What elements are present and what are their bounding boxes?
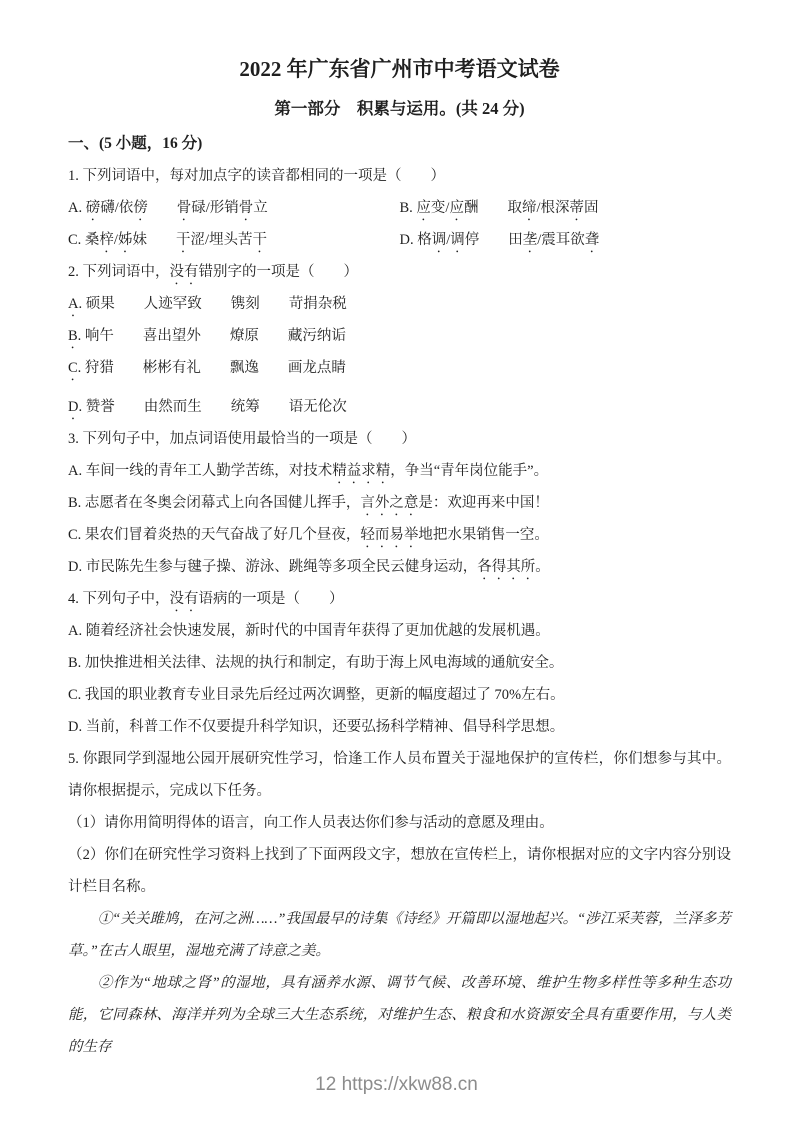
text-segment: 1. 下列词语中，每对加点字的读音都相同的一项是（ ）	[68, 168, 445, 184]
document-body	[68, 160, 731, 1063]
text-segment: 妹	[132, 232, 176, 248]
text-segment: 错别字的一项是（ ）	[198, 264, 358, 280]
q1-options-ab-right	[400, 192, 732, 224]
q1-options-cd	[68, 224, 731, 256]
q4-option-c	[68, 679, 731, 711]
emphasized-text: 精益求精	[332, 463, 391, 479]
text-segment: /	[113, 232, 118, 248]
text-segment: ②作为“地球之肾”的湿地，具有涵养水源、调节气候、改善环境、维护生物多样性等多种生态功能，它同森林、海洋并列为全球三大生态系统，对维护生态、粮食和水资源安全具有重要作用，与人类的生存	[68, 975, 731, 1055]
q3-option-d	[68, 551, 731, 583]
emphasized-text: 缔	[521, 200, 537, 216]
text-segment: 酬 取	[463, 200, 522, 216]
emphasized-text: 梓	[99, 232, 114, 248]
text-segment: ，争当“青年岗位能手”。	[390, 463, 549, 479]
text-segment: 4. 下列句子中，	[68, 591, 170, 607]
text-segment: A. 车间一线的青年工人勤学苦练，对技术	[68, 463, 333, 479]
q5-passage-1	[68, 903, 731, 967]
emphasized-text: 蒂	[569, 200, 584, 216]
q4-option-a	[68, 615, 731, 647]
text-segment: 5. 你跟同学到湿地公园开展研究性学习，恰逢工作人员布置关于湿地保护的宣传栏，你们想参与其中。请你根据提示，完成以下任务。	[68, 751, 731, 799]
q2-option-b	[68, 320, 731, 352]
q2-option-a	[68, 288, 731, 320]
text-segment: 硕果 人迹罕致 镌刻 苛捐杂税	[82, 296, 347, 312]
text-segment: 语病的一项是（ ）	[198, 591, 344, 607]
emphasized-text: 轻而易举	[360, 527, 419, 543]
q4-option-d	[68, 711, 731, 743]
emphasized-text: 骨	[176, 200, 192, 216]
q1-options-cd-left	[68, 224, 400, 256]
text-segment: 3. 下列句子中，加点词语使用最恰当的一项是（ ）	[68, 431, 416, 447]
emphasized-text: B.	[68, 328, 82, 344]
emphasized-text: 调	[450, 232, 465, 248]
emphasized-text: 干	[175, 232, 191, 248]
q1-options-ab-left	[68, 192, 400, 224]
text-segment: 2. 下列词语中，	[68, 264, 170, 280]
text-segment	[148, 200, 177, 216]
q2-option-d	[68, 391, 731, 423]
text-segment: 涩/埋头苦	[190, 232, 253, 248]
text-segment: ①“关关雎鸠，在河之洲……”我国最早的诗集《诗经》开篇即以湿地起兴。“涉江采芙蓉，兰泽多芳草。”在古人眼里，湿地充满了诗意之美。	[68, 911, 731, 959]
page-title: 2022 年广东省广州市中考语文试卷	[239, 57, 560, 81]
emphasized-text: A.	[68, 296, 83, 312]
part-heading: 第一部分 积累与运用。(共 24 分)	[274, 99, 525, 118]
text-segment: B. 加快推进相关法律、法规的执行和制定，有助于海上风电海域的通航安全。	[68, 655, 564, 671]
text-segment: D. 格	[399, 232, 432, 248]
text-segment: （2）你们在研究性学习资料上找到了下面两段文字，想放在宣传栏上，请你根据对应的文字内容分别设计栏目名称。	[68, 847, 731, 895]
text-segment: B.	[399, 200, 417, 216]
emphasized-text: 应	[449, 200, 464, 216]
emphasized-text: 没有	[169, 264, 199, 280]
text-segment: 固	[583, 200, 599, 216]
q4-option-b	[68, 647, 731, 679]
emphasized-text: C.	[68, 360, 82, 376]
q1-options-ab	[68, 192, 731, 224]
q5-task-2	[68, 839, 731, 903]
page-footer: 12 https://xkw88.cn	[315, 1074, 478, 1095]
text-segment: /震耳欲	[537, 232, 585, 248]
q3-option-a	[68, 455, 731, 487]
emphasized-text: 聋	[584, 232, 600, 248]
text-segment: /根深	[536, 200, 570, 216]
text-segment: A.	[68, 200, 86, 216]
text-segment: C. 我国的职业教育专业目录先后经过两次调整，更新的幅度超过了 70%左右。	[68, 687, 565, 703]
emphasized-text: 垄	[522, 232, 538, 248]
text-segment: 。	[535, 559, 550, 575]
q3-option-b	[68, 487, 731, 519]
q3-option-c	[68, 519, 731, 551]
emphasized-text: 各得其所	[477, 559, 536, 575]
text-segment: 赞誉 由然而生 统筹 语无伦次	[82, 399, 347, 415]
text-segment: 是：欢迎再来中国！	[418, 495, 549, 511]
text-segment: 礴/依	[100, 200, 134, 216]
emphasized-text: D.	[68, 399, 83, 415]
text-segment: 变/	[430, 200, 450, 216]
emphasized-text: 没有	[169, 591, 199, 607]
text-segment: （1）请你用简明得体的语言，向工作人员表达你们参与活动的意愿及理由。	[68, 815, 554, 831]
emphasized-text: 干	[252, 232, 267, 248]
emphasized-text: 言外之意	[360, 495, 419, 511]
q3-stem	[68, 423, 731, 455]
emphasized-text: 傍	[133, 200, 148, 216]
text-segment: /	[446, 232, 451, 248]
text-segment: 停 田	[464, 232, 523, 248]
text-segment: 地把水果销售一空。	[418, 527, 549, 543]
text-segment: D. 当前，科普工作不仅要提升科学知识，还要弘扬科学精神、倡导科学思想。	[68, 719, 565, 735]
q1-options-cd-right	[400, 224, 732, 256]
q4-stem	[68, 583, 731, 615]
text-segment: B. 志愿者在冬奥会闭幕式上向各国健儿挥手，	[68, 495, 361, 511]
text-segment: 碌/形销	[191, 200, 239, 216]
emphasized-text: 调	[431, 232, 447, 248]
text-segment: A. 随着经济社会快速发展，新时代的中国青年获得了更加优越的发展机遇。	[68, 623, 550, 639]
q2-option-c	[68, 352, 731, 384]
q5-task-1	[68, 807, 731, 839]
emphasized-text: 应	[416, 200, 431, 216]
q1-stem	[68, 160, 731, 192]
emphasized-text: 姊	[117, 232, 133, 248]
text-segment: 响午 喜出望外 燎原 藏污纳诟	[81, 328, 346, 344]
q5-passage-2	[68, 967, 731, 1063]
text-segment: C. 果农们冒着炎热的天气奋战了好几个昼夜，	[68, 527, 361, 543]
emphasized-text: 骨	[238, 200, 254, 216]
text-segment: 狩猎 彬彬有礼 飘逸 画龙点睛	[81, 360, 346, 376]
q5-stem	[68, 743, 731, 807]
q2-stem	[68, 256, 731, 288]
section-heading: 一、(5 小题，16 分)	[68, 135, 203, 152]
text-segment: 立	[253, 200, 268, 216]
text-segment: C. 桑	[68, 232, 100, 248]
emphasized-text: 磅	[85, 200, 101, 216]
text-segment: D. 市民陈先生参与毽子操、游泳、跳绳等多项全民云健身运动，	[68, 559, 478, 575]
